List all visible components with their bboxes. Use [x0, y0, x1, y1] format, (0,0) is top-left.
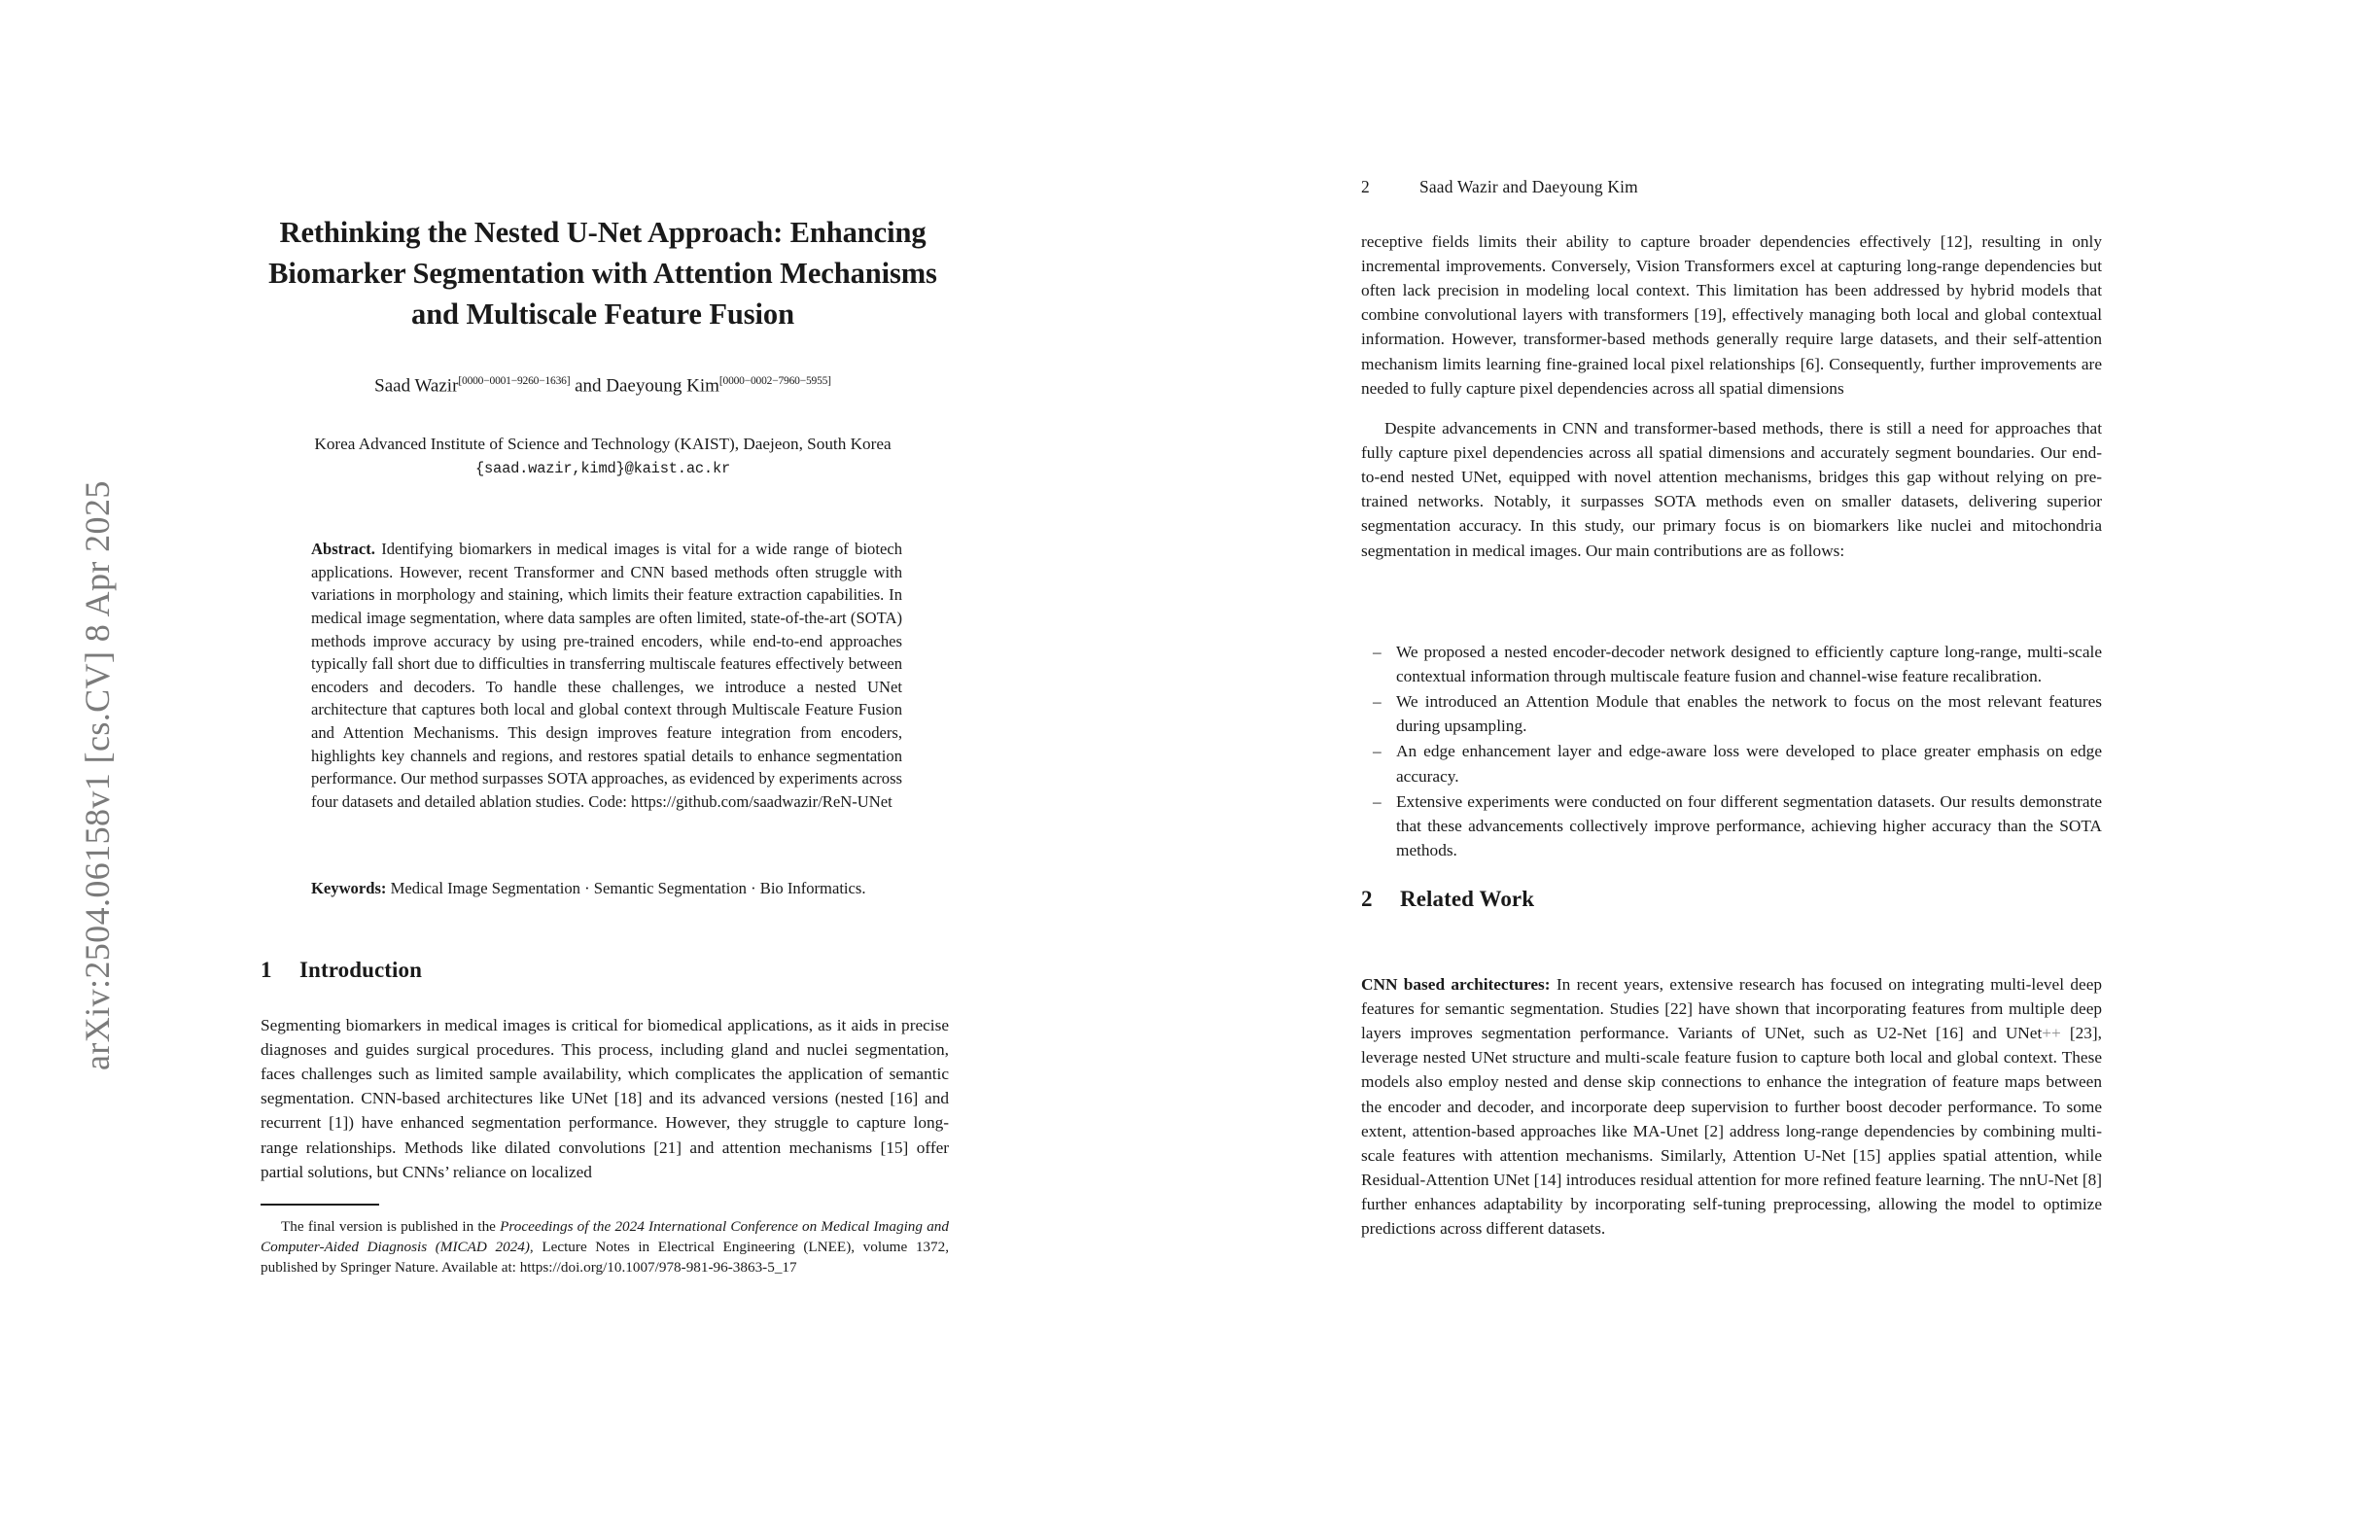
abstract-heading: Abstract.	[311, 540, 375, 558]
author-1-name: Saad Wazir	[374, 375, 459, 397]
related-work-paragraph-heading: CNN based architectures:	[1361, 975, 1551, 994]
affiliation: Korea Advanced Institute of Science and Technology (KAIST), Daejeon, South Korea	[314, 435, 892, 454]
despite-paragraph: Despite advancements in CNN and transformer-based methods, there is still a need for approaches that fully capture pixel dependencies across all spatial dimensions and accurately segment boundaries. Our end-to-end nested UNet, equipped with novel attention mechanisms, bridges this gap without relying on pre-trained networks. Notably, it surpasses SOTA methods even on smaller datasets, delivering superior segmentation accuracy. In this study, our primary focus is on biomarkers like nuclei and mitochondria segmentation in medical images. Our main contributions are as follows:	[1361, 419, 2102, 560]
list-item	[1361, 689, 2102, 738]
running-header	[1361, 177, 1638, 197]
author-line	[262, 373, 943, 400]
list-item	[1361, 789, 2102, 862]
footnote-part-1: The final version is published in the	[281, 1217, 501, 1235]
page-title: Rethinking the Nested U-Net Approach: Enhancing Biomarker Segmentation with Attention Mechanisms and Multiscale Feature Fusion	[268, 216, 937, 332]
unet-plusplus-superscript: ++	[2042, 1024, 2061, 1043]
abstract-block	[311, 538, 902, 814]
continued-paragraph: receptive fields limits their ability to capture broader dependencies effectively [12], resulting in only incremental improvements. Conversely, Vision Transformers excel at capturing long-range dependencies but often lack precision in modeling local context. This limitation has been addressed by hybrid models that combine convolutional layers with transformers [19], effectively managing both local and global contextual information. However, transformer-based methods generally require large datasets, and their self-attention mechanism limits learning fine-grained local pixel relationships [6]. Consequently, further improvements are needed to fully capture pixel dependencies across all spatial dimensions	[1361, 232, 2102, 398]
abstract-text: Identifying biomarkers in medical images is vital for a wide range of biotech applications. However, recent Transformer and CNN based methods often struggle with variations in morphology and staining, which limits their feature extraction capabilities. In medical image segmentation, where data samples are often limited, state-of-the-art (SOTA) methods improve accuracy by using pre-trained encoders, while end-to-end approaches typically fall short due to difficulties in transferring multiscale features effectively between encoders and decoders. To handle these challenges, we introduce a nested UNet architecture that captures both local and global context through Multiscale Feature Fusion and Attention Mechanisms. This design improves feature integration from encoders, highlights key channels and regions, and restores spatial details to enhance segmentation performance. Our method surpasses SOTA approaches, as evidenced by experiments across four datasets and detailed ablation studies. Code: https://github.com/saadwazir/ReN-UNet	[311, 540, 902, 812]
author-2-name: Daeyoung Kim	[606, 375, 719, 397]
footnote-text	[261, 1216, 949, 1278]
footnote	[261, 1204, 949, 1278]
bullet-dash-icon: –	[1373, 791, 1382, 811]
arxiv-stamp: arXiv:2504.06158v1 [cs.CV] 8 Apr 2025	[78, 480, 117, 1070]
related-work-body	[1361, 972, 2102, 1241]
section-number-introduction: 1	[261, 958, 272, 982]
keywords-block	[311, 877, 902, 900]
author-1-orcid: [0000−0001−9260−1636]	[458, 375, 571, 388]
related-work-text-1: In recent years, extensive research has focused on integrating multi-level deep features for semantic segmentation. Studies [22] have shown that incorporating features from multiple deep layers improves segmentation performance. Variants of UNet, such as U2-Net [16] and UNet	[1361, 975, 2102, 1043]
list-item-text: We introduced an Attention Module that enables the network to focus on the most relevant features during upsampling.	[1396, 692, 2102, 736]
footnote-rule	[261, 1204, 379, 1206]
section-heading-related-work	[1361, 887, 1534, 912]
section-heading-introduction	[261, 958, 422, 983]
bullet-dash-icon: –	[1373, 643, 1382, 661]
section-title-related-work: Related Work	[1400, 887, 1535, 911]
keywords-paragraph	[311, 877, 902, 900]
list-item	[1361, 739, 2102, 788]
keywords-text: Medical Image Segmentation · Semantic Segmentation · Bio Informatics.	[386, 879, 866, 897]
page-number: 2	[1361, 177, 1370, 196]
list-item-text: We proposed a nested encoder-decoder network designed to efficiently capture long-range, multi-scale contextual information through multiscale feature fusion and channel-wise feature recalibration.	[1396, 643, 2102, 686]
abstract-paragraph	[311, 538, 902, 814]
footnote-italic-title: Proceedings of the 2024 International Conference on Medical Imaging and Computer-Aided Diagnosis (MICAD 2024)	[261, 1217, 949, 1255]
running-header-authors: Saad Wazir and Daeyoung Kim	[1419, 177, 1638, 196]
bullet-dash-icon: –	[1373, 742, 1382, 761]
introduction-body: Segmenting biomarkers in medical images is critical for biomedical applications, as it aids in precise diagnoses and guides surgical procedures. This process, including gland and nuclei segmentation, faces challenges such as limited sample availability, which complicates the application of semantic segmentation. CNN-based architectures like UNet [18] and its advanced versions (nested [16] and recurrent [1]) have enhanced segmentation performance. However, they struggle to capture long-range relationships. Methods like dilated convolutions [21] and attention mechanisms [15] offer partial solutions, but CNNs’ reliance on localized	[261, 1016, 949, 1181]
author-conjunction: and	[570, 375, 607, 397]
footnote-part-2: , Lecture Notes in Electrical Engineering (LNEE), volume 1372, published by Springer Nature. Available at: https://doi.org/10.1007/978-981-96-3863-5_17	[261, 1238, 949, 1277]
section-number-related-work: 2	[1361, 887, 1373, 911]
bullet-dash-icon: –	[1373, 692, 1382, 712]
keywords-heading: Keywords:	[311, 879, 387, 897]
related-work-text-2: [23], leverage nested UNet structure and multi-scale feature fusion to capture both local and global context. These models also employ nested and dense skip connections to enhance the integration of feature maps between the encoder and decoder, and incorporate deep supervision to further boost decoder performance. To some extent, attention-based approaches like MA-Unet [2] address long-range dependencies by combining multi-scale features with attention mechanisms. Similarly, Attention U-Net [15] applies spatial attention, while Residual-Attention UNet [14] introduces residual attention for more refined feature learning. The nnU-Net [8] further enhances adaptability by incorporating self-tuning preprocessing, allowing the model to optimize predictions across different datasets.	[1361, 1024, 2102, 1239]
title-block	[262, 212, 943, 477]
author-2-orcid: [0000−0002−7960−5955]	[718, 375, 831, 388]
author-email: {saad.wazir,kimd}@kaist.ac.kr	[474, 460, 731, 478]
page-right	[1361, 0, 2314, 1540]
section-title-introduction: Introduction	[299, 958, 423, 982]
contributions-list	[1361, 640, 2102, 863]
page-left	[185, 0, 1138, 1540]
list-item	[1361, 640, 2102, 688]
list-item-text: An edge enhancement layer and edge-aware loss were developed to place greater emphasis on edge accuracy.	[1396, 742, 2102, 786]
list-item-text: Extensive experiments were conducted on four different segmentation datasets. Our results demonstrate that these advancements collectively improve performance, achieving higher accuracy than the SOTA methods.	[1396, 791, 2102, 859]
